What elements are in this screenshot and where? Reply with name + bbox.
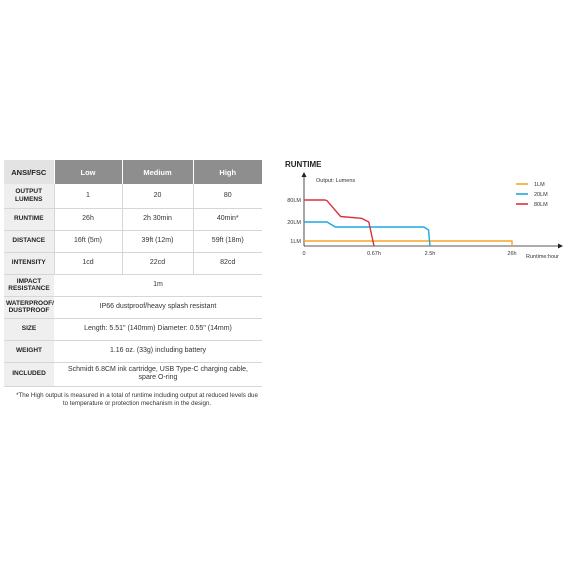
y-tick-label: 1LM <box>290 239 301 245</box>
table-row <box>4 252 262 274</box>
series-line-1lm <box>304 241 512 246</box>
table-row <box>4 340 262 362</box>
row-label: WEIGHT <box>4 340 54 362</box>
y-tick-label: 80LM <box>287 198 301 204</box>
table-row <box>4 296 262 318</box>
cell-value: 80 <box>193 184 262 208</box>
row-label: RUNTIME <box>4 208 54 230</box>
cell-value: Length: 5.51" (140mm) Diameter: 0.55" (14mm) <box>84 325 232 332</box>
x-axis-arrow-icon <box>558 244 563 249</box>
x-tick-label: 2.5h <box>424 251 436 257</box>
row-label: INCLUDED <box>4 362 54 386</box>
legend-label: 20LM <box>534 192 548 198</box>
x-tick-label: 26h <box>507 251 517 257</box>
cell-value: 1cd <box>54 252 122 274</box>
level-low-header: Low <box>54 160 122 184</box>
table-row <box>4 318 262 340</box>
cell-value: IP66 dustproof/heavy splash resistant <box>99 303 217 310</box>
table-row <box>4 230 262 252</box>
level-medium-header: Medium <box>122 160 193 184</box>
cell-value: 16ft (5m) <box>54 230 122 252</box>
cell-value: 1m <box>153 281 163 288</box>
y-axis-label: Output: Lumens <box>316 178 356 184</box>
cell-value: 1.16 oz. (33g) including battery <box>109 347 207 354</box>
x-tick-label: 0 <box>302 251 306 257</box>
row-label: DISTANCE <box>4 230 54 252</box>
table-row <box>4 208 262 230</box>
spec-table-header <box>4 160 262 184</box>
cell-value: 40min* <box>193 208 262 230</box>
row-label: SIZE <box>4 318 54 340</box>
legend-label: 80LM <box>534 202 548 208</box>
legend-label: 1LM <box>534 182 545 188</box>
x-tick-label: 0.67h <box>367 251 381 257</box>
series-line-20lm <box>304 222 430 246</box>
cell-value: Schmidt 6.8CM ink cartridge, USB Type-C charging cable, spare O-ring <box>68 366 249 381</box>
spec-table <box>4 160 262 387</box>
runtime-chart <box>280 170 565 270</box>
cell-value: 22cd <box>122 252 193 274</box>
table-row <box>4 274 262 296</box>
row-label: WATERPROOF/ DUSTPROOF <box>4 296 54 318</box>
row-label: INTENSITY <box>4 252 54 274</box>
spec-footnote: *The High output is measured in a total of runtime including output at reduced levels due to temperature or protection mechanism in the design. <box>16 392 258 407</box>
cell-value: 82cd <box>193 252 262 274</box>
level-high-header: High <box>193 160 262 184</box>
cell-value: 59ft (18m) <box>193 230 262 252</box>
table-row <box>4 184 262 208</box>
y-axis-arrow-icon <box>302 172 307 177</box>
series-line-80lm <box>304 200 374 246</box>
cell-value: 2h 30min <box>122 208 193 230</box>
cell-value: 20 <box>122 184 193 208</box>
cell-value: 1 <box>54 184 122 208</box>
corner-label: ANSI/FSC <box>4 160 54 184</box>
table-row <box>4 362 262 386</box>
chart-title: RUNTIME <box>285 160 322 169</box>
row-label: IMPACT RESISTANCE <box>4 274 54 296</box>
x-axis-label: Runtime:hour <box>526 254 560 260</box>
y-tick-label: 20LM <box>287 220 301 226</box>
row-label: OUTPUT LUMENS <box>4 184 54 208</box>
cell-value: 39ft (12m) <box>122 230 193 252</box>
cell-value: 26h <box>54 208 122 230</box>
